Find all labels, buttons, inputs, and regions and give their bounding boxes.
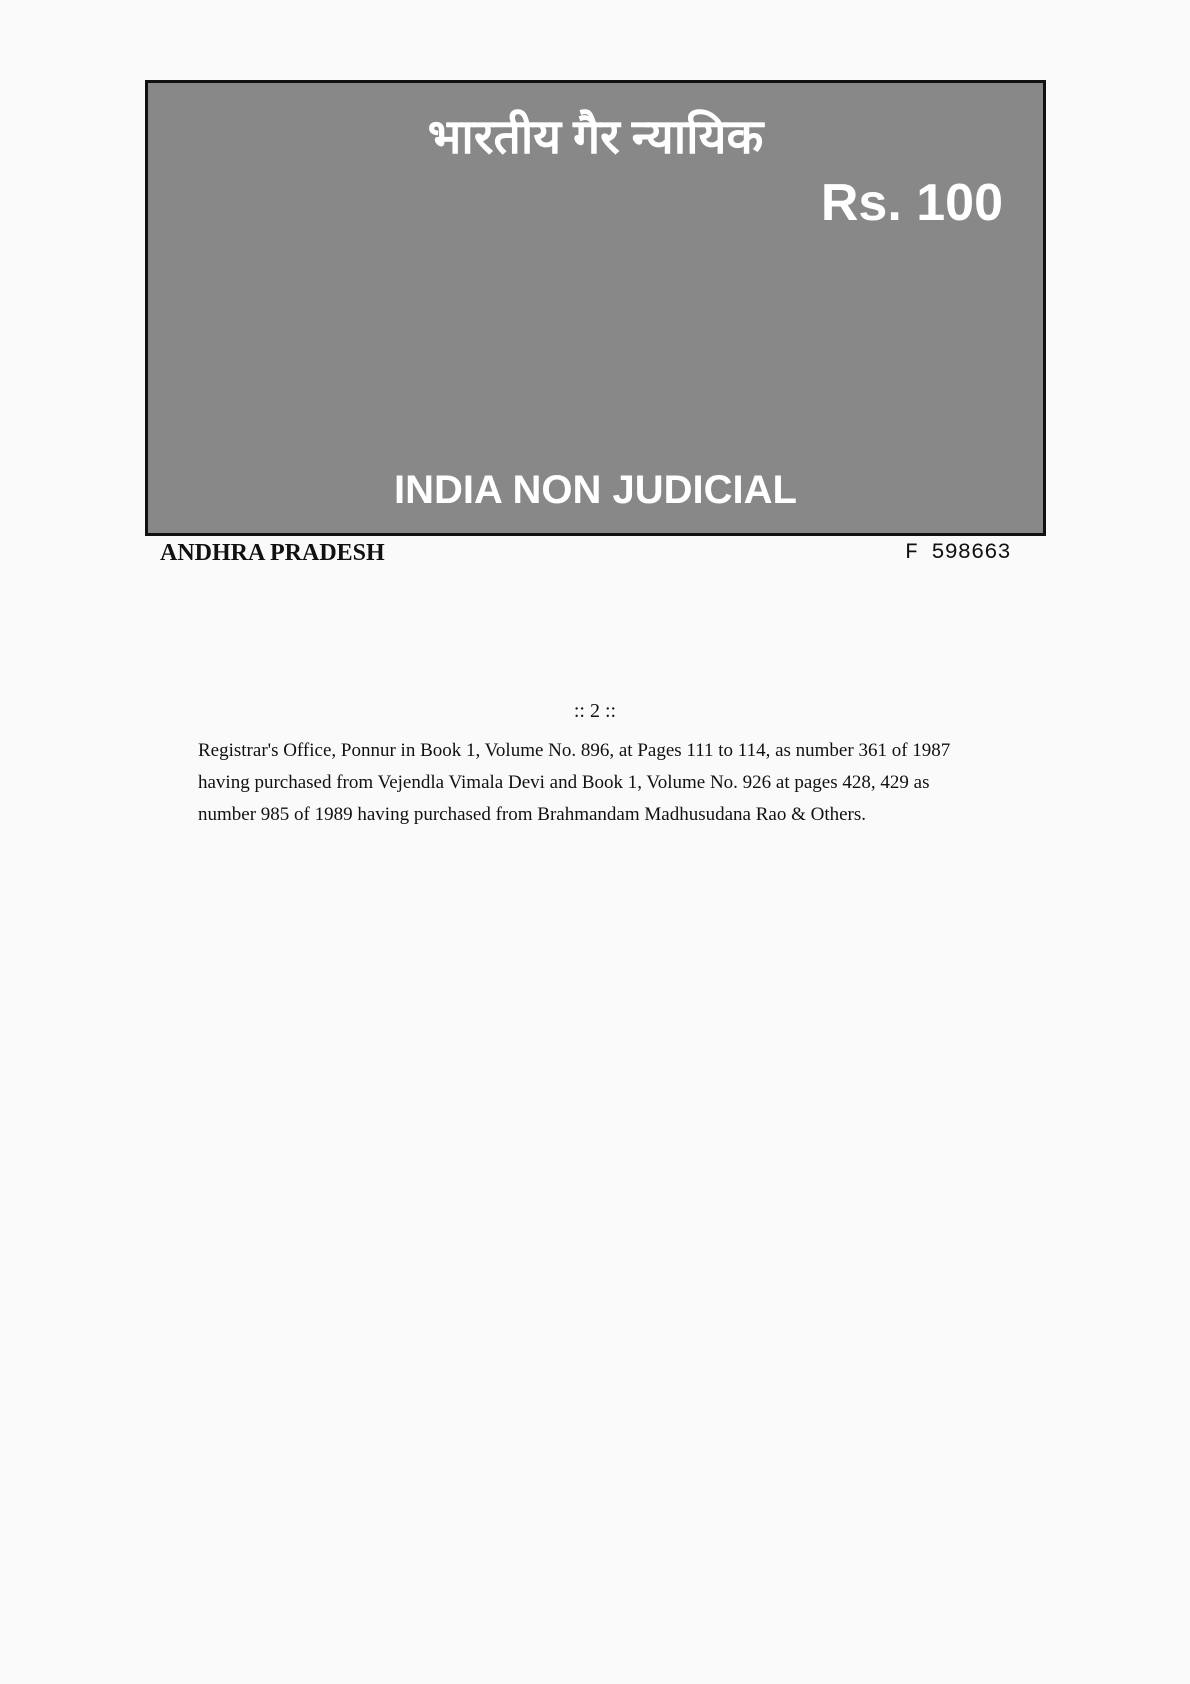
stamp-title: भारतीय गैर न्यायिक bbox=[427, 111, 764, 164]
serial-number: F 598663 bbox=[905, 540, 1011, 565]
paragraph-1: Registrar's Office, Ponnur in Book 1, Volume No. 896, at Pages 111 to 114, as number 361 of 1987 having purchased from Vejendla Vimala Devi and Book 1, Volume No. 926 at pages 428, 429 as number 985 of 1989 having purchased from Brahmandam Madhusudana Rao & Others. bbox=[198, 740, 951, 825]
stamp-footer: INDIA NON JUDICIAL bbox=[394, 468, 797, 512]
deed-body bbox=[198, 735, 968, 831]
stamp-paper bbox=[145, 80, 1046, 536]
stamp-value: Rs. 100 bbox=[820, 174, 1003, 232]
page-number: :: 2 :: bbox=[573, 700, 617, 722]
state-name: ANDHRA PRADESH bbox=[160, 540, 385, 566]
